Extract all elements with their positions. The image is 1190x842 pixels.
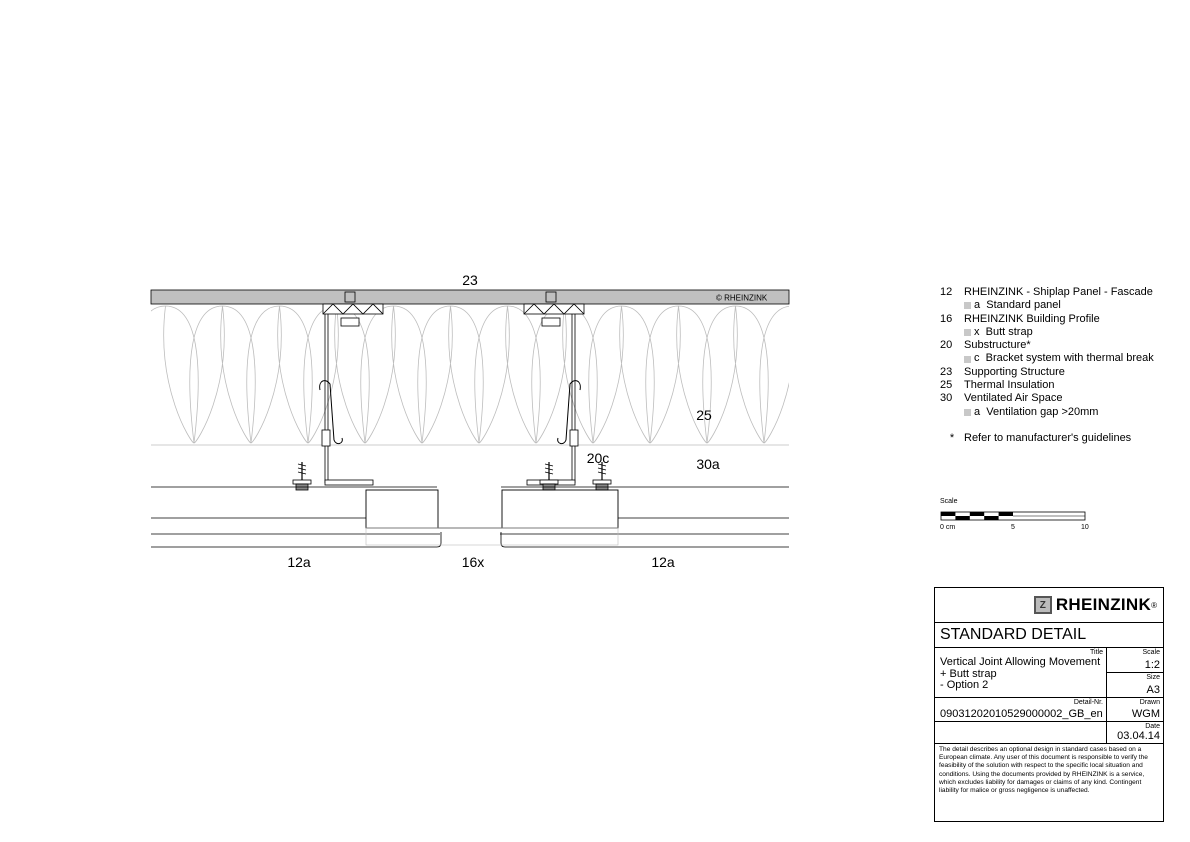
- grey-square-icon: [964, 302, 971, 309]
- legend-subitem: a Standard panel: [940, 299, 1180, 312]
- insulation-loop-path: [133, 306, 851, 443]
- empty-cell: [935, 722, 1107, 744]
- detail-number-cell: Detail-Nr. 09031202010529000002_GB_en: [935, 698, 1107, 722]
- label-bracket: 20c: [586, 450, 610, 466]
- shiplap-panels: [151, 487, 789, 547]
- legend-item: 12 RHEINZINK - Shiplap Panel - Fascade: [940, 286, 1153, 298]
- legend: [940, 286, 1180, 445]
- label-panel-right: 12a: [651, 554, 675, 570]
- logo-text: RHEINZINK: [1055, 595, 1152, 614]
- date-value: 03.04.14: [1117, 730, 1160, 742]
- butt-strap: [366, 490, 618, 545]
- screw-left: [293, 462, 311, 490]
- grey-square-icon: [964, 329, 971, 336]
- scale-tick-0: 0 cm: [940, 524, 956, 531]
- title-block: [934, 587, 1164, 822]
- scale-value: 1:2: [1144, 659, 1160, 671]
- disclaimer: The detail describes an optional design in standard cases based on a European climate. Any user of this document is responsible to verify the feasibility of the solution with respect to the specific local situation and conditions. Using the documents provided by RHEINZINK is a service, which excludes liability for damages or claims of any kind. Contingent liability for malice or gross negligence is unaffected.: [939, 746, 1148, 795]
- screw-middle: [540, 462, 558, 490]
- title-cell: Title Vertical Joint Allowing Movement + Butt strap - Option 2: [935, 648, 1107, 698]
- detail-number: 09031202010529000002_GB_en: [940, 708, 1103, 720]
- legend-subitem: c Bracket system with thermal break: [940, 352, 1180, 365]
- size-value: A3: [1146, 684, 1160, 696]
- legend-item: 25 Thermal Insulation: [940, 379, 1055, 392]
- drawn-cell: Drawn WGM: [1107, 698, 1163, 722]
- insulation-pattern: [133, 306, 851, 443]
- legend-item: 20 Substructure*: [940, 339, 1031, 352]
- screw-right: [593, 462, 611, 490]
- label-panel-left: 12a: [287, 554, 311, 570]
- label-insulation: 25: [696, 407, 712, 423]
- logo: [935, 588, 1163, 623]
- label-supporting-structure: 23: [462, 272, 478, 288]
- rheinzink-logo-icon: Z: [1034, 596, 1052, 614]
- legend-item: 30 Ventilated Air Space: [940, 392, 1063, 405]
- legend-note: * Refer to manufacturer's guidelines: [949, 431, 1132, 444]
- drawn-value: WGM: [1131, 708, 1160, 720]
- bracket-left: [320, 292, 383, 485]
- legend-item: 23 Supporting Structure: [940, 365, 1065, 378]
- scale-bar-graphic: [940, 510, 1090, 524]
- label-air-space: 30a: [696, 456, 720, 472]
- copyright-label: © RHEINZINK: [716, 293, 768, 303]
- grey-square-icon: [964, 356, 971, 363]
- label-butt-strap: 16x: [461, 554, 485, 570]
- grey-square-icon: [964, 409, 971, 416]
- date-cell: Date 03.04.14: [1107, 722, 1163, 744]
- legend-item: 16 RHEINZINK Building Profile: [940, 312, 1100, 325]
- scale-bar: [940, 498, 1100, 538]
- scale-tick-5: 5: [1011, 524, 1015, 531]
- legend-subitem: x Butt strap: [940, 326, 1180, 339]
- drawing-title: Vertical Joint Allowing Movement + Butt strap - Option 2: [940, 656, 1101, 691]
- standard-detail-heading: STANDARD DETAIL: [935, 623, 1163, 648]
- legend-subitem: a Ventilation gap >20mm: [940, 406, 1180, 419]
- scale-cell: Scale 1:2: [1107, 648, 1163, 673]
- supporting-structure: [151, 290, 789, 304]
- size-cell: Size A3: [1107, 673, 1163, 698]
- bracket-right: [524, 292, 584, 485]
- registered-mark: ®: [1151, 600, 1157, 610]
- scale-bar-title: Scale: [940, 498, 958, 505]
- scale-tick-10: 10: [1081, 524, 1089, 531]
